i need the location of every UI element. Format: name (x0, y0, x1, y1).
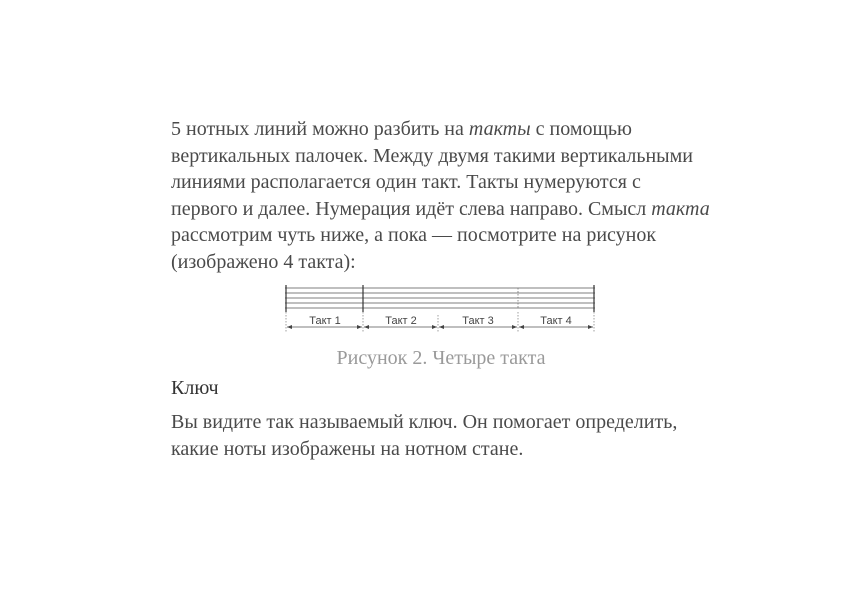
staff-diagram (281, 285, 601, 345)
figure-four-measures (171, 279, 711, 375)
staff-lines (285, 288, 595, 308)
section-paragraph: Вы видите так называемый ключ. Он помогает определить, какие ноты изображены на нотном стане. (171, 411, 678, 460)
measure-label-3: Такт 3 (462, 315, 494, 327)
measure-label-1: Такт 1 (309, 315, 341, 327)
page-content (171, 116, 711, 462)
section-heading: Ключ (171, 377, 219, 399)
figure-caption: Рисунок 2. Четыре такта (336, 347, 546, 369)
para-text-2: с помощью вертикальных палочек. Между двумя такими вертикальными линиями располагается один такт. Такты нумеруются с первого и далее. Нумерация идёт слева направо. Смысл (171, 118, 693, 220)
para-emphasis-1: такты (468, 118, 531, 140)
measure-label-2: Такт 2 (385, 315, 417, 327)
para-text-3: рассмотрим чуть ниже, а пока — посмотрите на рисунок (изображено 4 такта): (171, 224, 657, 273)
measure-label-4: Такт 4 (540, 315, 572, 327)
intro-paragraph (171, 116, 711, 275)
para-emphasis-2: такта (651, 197, 710, 220)
para-text-1: 5 нотных линий можно разбить на (171, 118, 469, 140)
